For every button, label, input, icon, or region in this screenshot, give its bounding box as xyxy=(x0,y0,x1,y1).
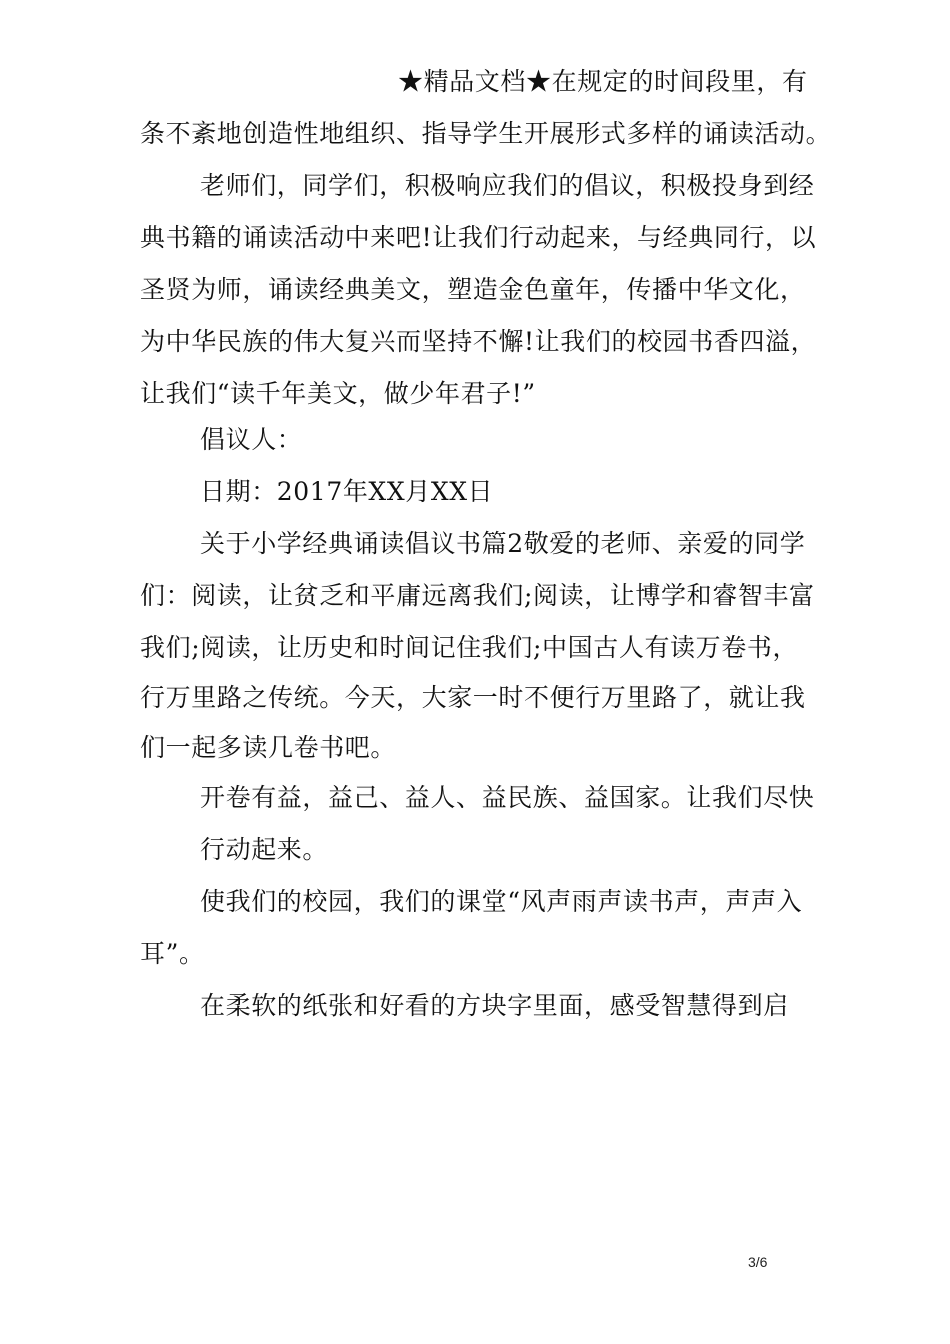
text-line: 日期：2017年XX月XX日 xyxy=(200,477,494,506)
text-line: 圣贤为师，诵读经典美文，塑造金色童年，传播中华文化， xyxy=(140,275,806,304)
text-line: ★精品文档★在规定的时间段里，有 xyxy=(398,67,808,96)
text-line: 开卷有益，益己、益人、益民族、益国家。让我们尽快 xyxy=(200,783,815,812)
text-line: 行动起来。 xyxy=(200,835,329,864)
page-number: 3/6 xyxy=(748,1254,768,1270)
text-line: 们：阅读，让贫乏和平庸远离我们;阅读，让博学和睿智丰富 xyxy=(140,581,815,610)
text-line: 典书籍的诵读活动中来吧!让我们行动起来，与经典同行，以 xyxy=(140,223,817,252)
text-line: 条不紊地创造性地组织、指导学生开展形式多样的诵读活动。 xyxy=(140,119,832,148)
text-line: 倡议人： xyxy=(200,425,303,454)
text-line: 我们;阅读，让历史和时间记住我们;中国古人有读万卷书， xyxy=(140,633,799,662)
text-line: 行万里路之传统。今天，大家一时不便行万里路了，就让我 xyxy=(140,683,806,712)
text-line: 为中华民族的伟大复兴而坚持不懈!让我们的校园书香四溢， xyxy=(140,327,817,356)
text-line: 让我们“读千年美文，做少年君子!” xyxy=(140,379,536,408)
text-line: 使我们的校园，我们的课堂“风声雨声读书声，声声入 xyxy=(200,887,803,916)
text-line: 在柔软的纸张和好看的方块字里面，感受智慧得到启 xyxy=(200,991,789,1020)
text-line: 关于小学经典诵读倡议书篇2敬爱的老师、亲爱的同学 xyxy=(200,529,806,558)
text-line: 老师们，同学们，积极响应我们的倡议，积极投身到经 xyxy=(200,171,815,200)
text-line: 耳”。 xyxy=(140,939,205,968)
text-line: 们一起多读几卷书吧。 xyxy=(140,733,397,762)
